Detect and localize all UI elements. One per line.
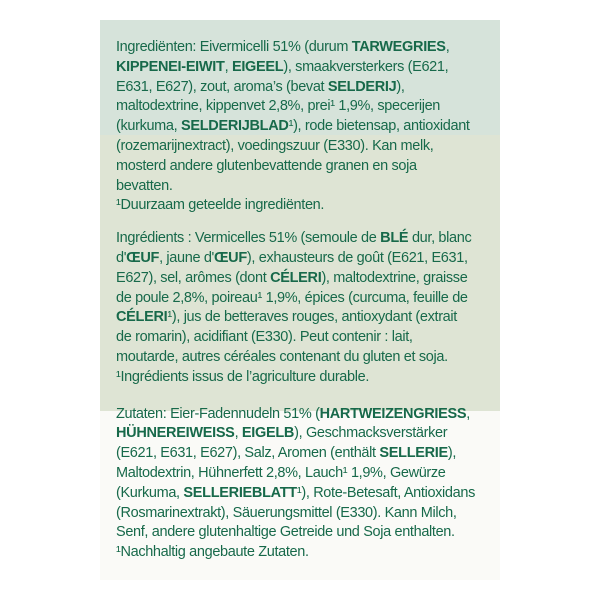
ingredient-line: (rozemarijnextract), voedingszuur (E330). Kan melk,: [116, 137, 434, 154]
ingredient-line: Zutaten: Eier-Fadennudeln 51% (HARTWEIZENGRIESS,: [116, 405, 470, 422]
ingredient-line: d'ŒUF, jaune d'ŒUF), exhausteurs de goût (E621, E631,: [116, 249, 468, 266]
ingredient-line: ¹Nachhaltig angebaute Zutaten.: [116, 544, 309, 561]
ingredient-line: (E621, E631, E627), Salz, Aromen (enthält SELLERIE),: [116, 445, 457, 462]
ingredients-text-block: [116, 38, 498, 563]
ingredient-line: maltodextrine, kippenvet 2,8%, prei¹ 1,9%, specerijen: [116, 98, 440, 115]
ingredient-line: ¹Ingrédients issus de l’agriculture durable.: [116, 368, 369, 385]
ingredient-line: HÜHNEREIWEISS, EIGELB), Geschmacksverstärker: [116, 425, 448, 442]
ingredients-panel: [100, 20, 500, 580]
ingredient-line: (Rosmarinextrakt), Säuerungsmittel (E330). Kann Milch,: [116, 504, 457, 521]
ingredient-line: E627), sel, arômes (dont CÉLERI), maltodextrine, graisse: [116, 269, 468, 286]
ingredient-line: (Kurkuma, SELLERIEBLATT¹), Rote-Betesaft, Antioxidans: [116, 484, 475, 501]
ingredient-line: bevatten.: [116, 177, 173, 194]
ingredient-line: CÉLERI¹), jus de betteraves rouges, antioxydant (extrait: [116, 309, 457, 326]
ingredient-line: moutarde, autres céréales contenant du gluten et soja.: [116, 348, 448, 365]
ingredient-line: Maltodextrin, Hühnerfett 2,8%, Lauch¹ 1,9%, Gewürze: [116, 464, 446, 481]
ingredient-line: de poule 2,8%, poireau¹ 1,9%, épices (curcuma, feuille de: [116, 289, 468, 306]
ingredient-line: Ingrédients : Vermicelles 51% (semoule de BLÉ dur, blanc: [116, 230, 472, 247]
ingredient-line: Ingrediënten: Eivermicelli 51% (durum TARWEGRIES,: [116, 39, 450, 55]
ingredients-section-french: [116, 229, 498, 387]
ingredient-line: KIPPENEI-EIWIT, EIGEEL), smaakversterkers (E621,: [116, 58, 449, 75]
ingredient-line: de romarin), acidifiant (E330). Peut contenir : lait,: [116, 329, 413, 346]
ingredients-section-dutch: [116, 38, 498, 216]
ingredient-line: (kurkuma, SELDERIJBLAD¹), rode bietensap, antioxidant: [116, 118, 470, 135]
ingredient-line: Senf, andere glutenhaltige Getreide und Soja enthalten.: [116, 524, 455, 541]
ingredient-line: ¹Duurzaam geteelde ingrediënten.: [116, 197, 325, 214]
ingredients-section-german: [116, 405, 498, 563]
ingredient-line: mosterd andere glutenbevattende granen en soja: [116, 157, 417, 174]
ingredient-line: E631, E627), zout, aroma’s (bevat SELDERIJ),: [116, 78, 405, 95]
